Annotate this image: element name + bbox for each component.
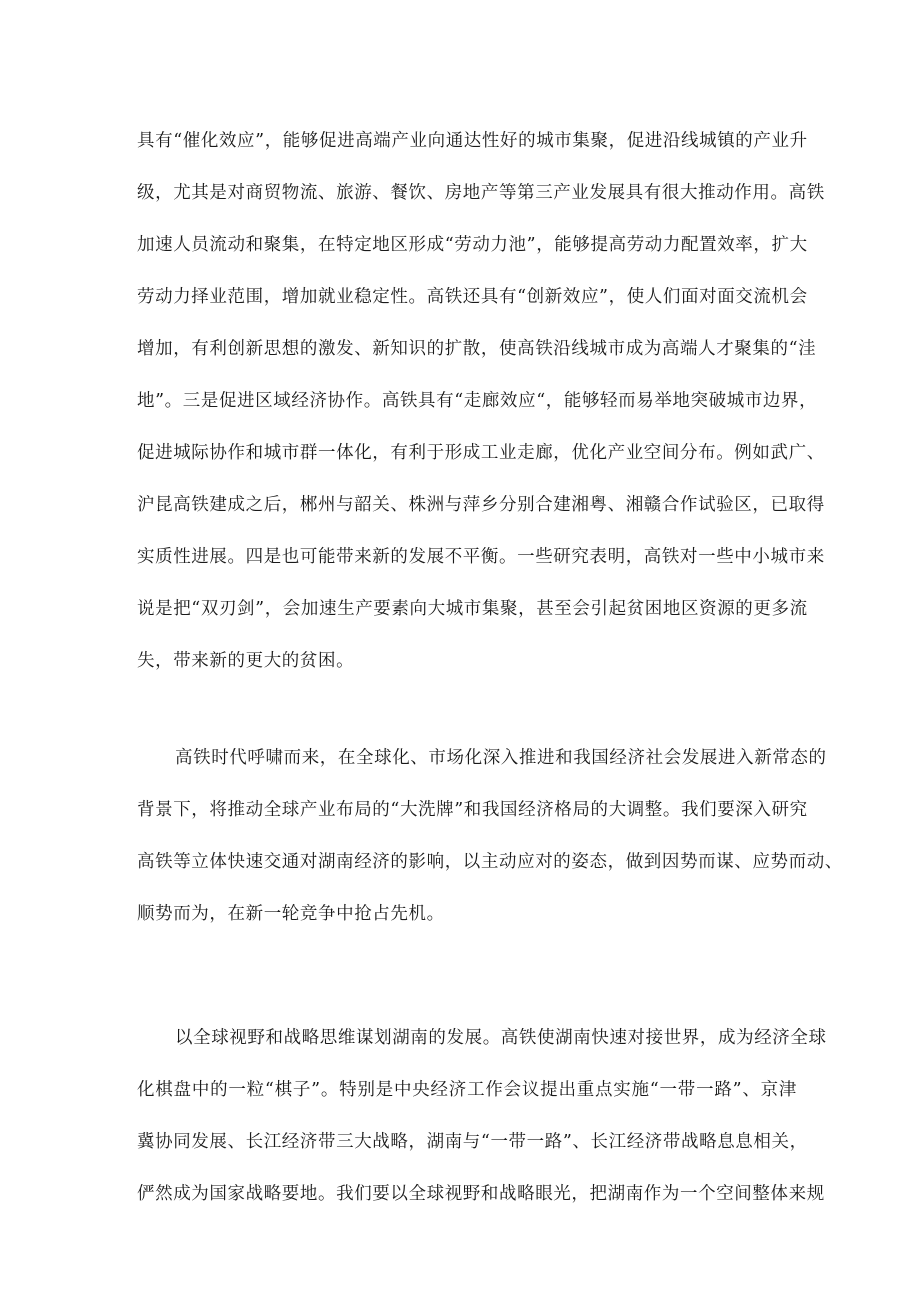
text-line: 高铁等立体快速交通对湖南经济的影响，以主动应对的姿态，做到因势而谋、应势而动、: [137, 852, 843, 872]
text-line: 具有“催化效应”，能够促进高端产业向通达性好的城市集聚，促进沿线城镇的产业升: [137, 131, 808, 151]
text-line: 加速人员流动和聚集，在特定地区形成“劳动力池”，能够提高劳动力配置效率，扩大: [137, 235, 808, 255]
paragraph-2: [137, 732, 843, 940]
text-line: 以全球视野和战略思维谋划湖南的发展。高铁使湖南快速对接世界，成为经济全球: [175, 1028, 827, 1048]
text-line: 冀协同发展、长江经济带三大战略，湖南与“一带一路”、长江经济带战略息息相关，: [137, 1132, 808, 1152]
text-line: 沪昆高铁建成之后，郴州与韶关、株洲与萍乡分别合建湘粤、湘赣合作试验区，已取得: [137, 495, 825, 515]
text-line: 地”。三是促进区域经济协作。高铁具有“走廊效应“，能够轻而易举地突破城市边界，: [137, 391, 818, 411]
text-line: 劳动力择业范围，增加就业稳定性。高铁还具有“创新效应”，使人们面对面交流机会: [137, 287, 808, 307]
text-line: 俨然成为国家战略要地。我们要以全球视野和战略眼光，把湖南作为一个空间整体来规: [137, 1184, 825, 1204]
text-line: 促进城际协作和城市群一体化，有利于形成工业走廊，优化产业空间分布。例如武广、: [137, 443, 825, 463]
text-line: 化棋盘中的一粒“棋子”。特别是中央经济工作会议提出重点实施“一带一路”、京津: [137, 1080, 797, 1100]
text-line: 级，尤其是对商贸物流、旅游、餐饮、房地产等第三产业发展具有很大推动作用。高铁: [137, 183, 825, 203]
text-line: 实质性进展。四是也可能带来新的发展不平衡。一些研究表明，高铁对一些中小城市来: [137, 547, 825, 567]
text-line: 增加，有利创新思想的激发、新知识的扩散，使高铁沿线城市成为高端人才聚集的“洼: [137, 339, 817, 359]
text-line: 背景下，将推动全球产业布局的“大洗牌”和我国经济格局的大调整。我们要深入研究: [137, 800, 808, 820]
paragraph-1: [137, 115, 825, 687]
text-line: 高铁时代呼啸而来，在全球化、市场化深入推进和我国经济社会发展进入新常态的: [175, 748, 827, 768]
text-line: 顺势而为，在新一轮竞争中抢占先机。: [137, 904, 445, 924]
text-line: 说是把“双刃剑”，会加速生产要素向大城市集聚，甚至会引起贫困地区资源的更多流: [137, 599, 808, 619]
text-line: 失，带来新的更大的贫困。: [137, 651, 355, 671]
paragraph-3: [137, 1012, 827, 1220]
